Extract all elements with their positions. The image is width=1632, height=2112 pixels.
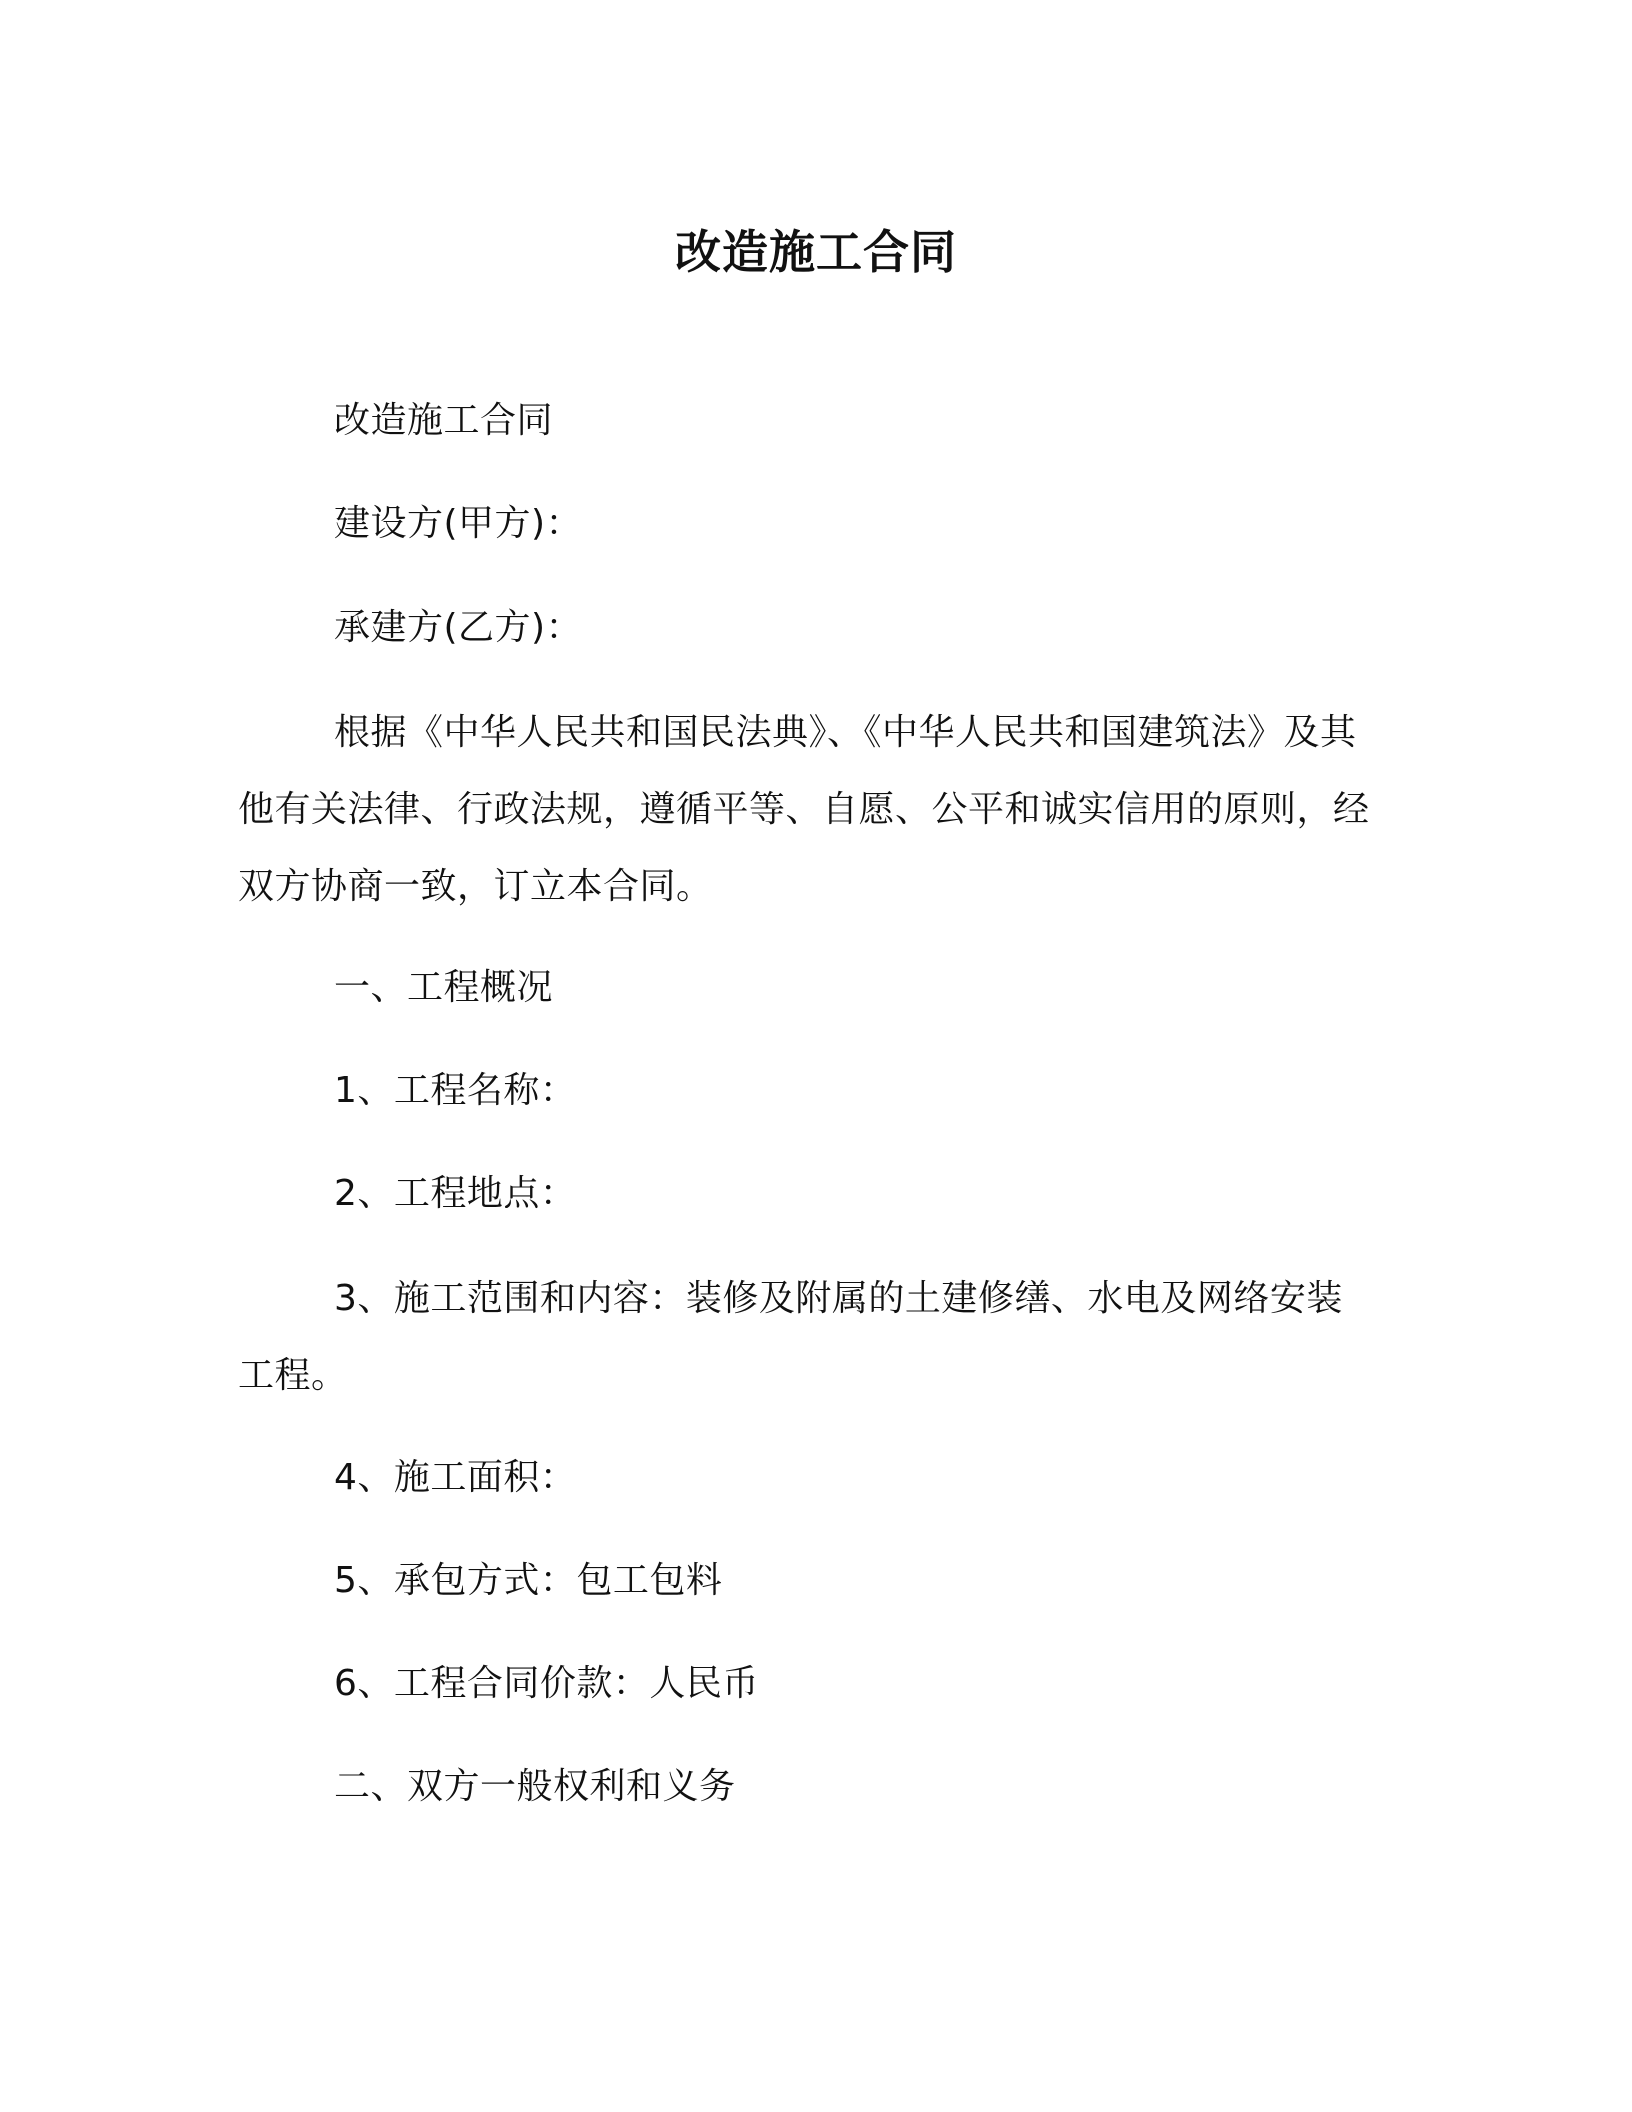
paragraph-subtitle: 改造施工合同 — [334, 400, 554, 441]
document-title: 改造施工合同 — [675, 225, 957, 279]
paragraph-contract-method: 5、承包方式：包工包料 — [334, 1560, 723, 1601]
paragraph-scope: 3、施工范围和内容：装修及附属的土建修缮、水电及网络安装工程。 — [238, 1278, 1343, 1396]
paragraph-contract-price: 6、工程合同价款：人民币 — [334, 1663, 759, 1704]
paragraph-project-name: 1、工程名称： — [334, 1070, 577, 1111]
section-heading-2: 二、双方一般权利和义务 — [334, 1766, 736, 1807]
paragraph-party-a: 建设方(甲方)： — [334, 503, 583, 544]
paragraph-preamble: 根据《中华人民共和国民法典》、《中华人民共和国建筑法》及其他有关法律、行政法规，遵循平等、自愿、公平和诚实信用的原则，经双方协商一致，订立本合同。 — [238, 712, 1370, 907]
paragraph-party-b: 承建方(乙方)： — [334, 607, 583, 648]
paragraph-area: 4、施工面积： — [334, 1457, 577, 1498]
section-heading-1: 一、工程概况 — [334, 967, 554, 1008]
paragraph-project-location: 2、工程地点： — [334, 1173, 577, 1214]
